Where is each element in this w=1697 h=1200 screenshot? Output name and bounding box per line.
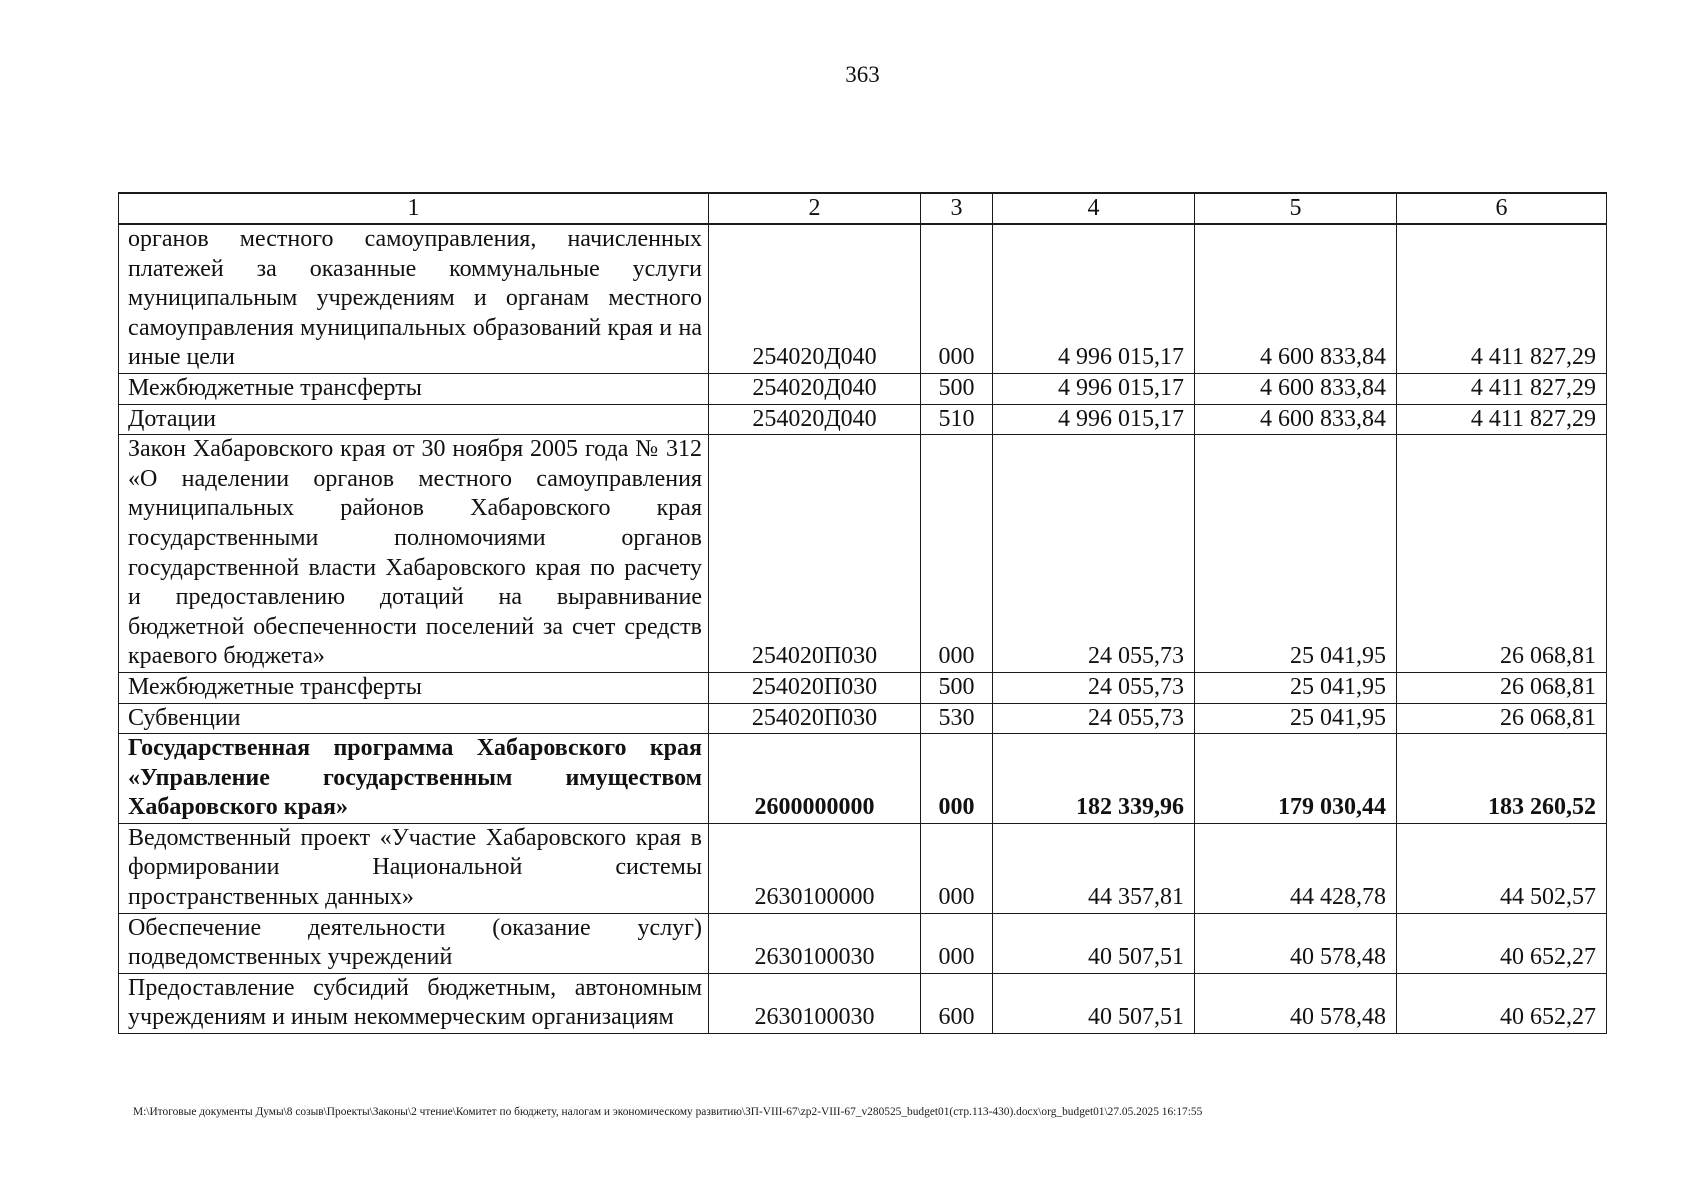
expense-type-code-cell: 530: [921, 703, 993, 734]
column-header: 4: [993, 193, 1195, 224]
amount-year1-cell: 44 357,81: [993, 823, 1195, 913]
column-header: 1: [119, 193, 709, 224]
table-row: [119, 404, 1607, 435]
page-number: 363: [845, 62, 880, 87]
amount-year1-cell: 182 339,96: [993, 734, 1195, 824]
table-row: [119, 973, 1607, 1033]
amount-year1-cell: 4 996 015,17: [993, 224, 1195, 373]
row-name-cell: Дотации: [119, 404, 709, 435]
target-article-code-cell: 2630100000: [709, 823, 921, 913]
amount-year2-cell: 44 428,78: [1195, 823, 1397, 913]
amount-year2-cell: 4 600 833,84: [1195, 224, 1397, 373]
amount-year2-cell: 25 041,95: [1195, 703, 1397, 734]
row-name-cell: Межбюджетные трансферты: [119, 373, 709, 404]
row-name-cell: Предоставление субсидий бюджетным, автономным учреждениям и иным некоммерческим организациям: [119, 973, 709, 1033]
row-name-cell: Межбюджетные трансферты: [119, 672, 709, 703]
row-name-cell: Ведомственный проект «Участие Хабаровского края в формировании Национальной системы пространственных данных»: [119, 823, 709, 913]
amount-year3-cell: 40 652,27: [1397, 973, 1607, 1033]
amount-year1-cell: 40 507,51: [993, 913, 1195, 973]
budget-table: [118, 192, 1607, 1034]
amount-year2-cell: 179 030,44: [1195, 734, 1397, 824]
table-row: [119, 913, 1607, 973]
amount-year3-cell: 183 260,52: [1397, 734, 1607, 824]
amount-year3-cell: 44 502,57: [1397, 823, 1607, 913]
amount-year1-cell: 40 507,51: [993, 973, 1195, 1033]
target-article-code-cell: 2630100030: [709, 973, 921, 1033]
target-article-code-cell: 254020Д040: [709, 224, 921, 373]
amount-year1-cell: 4 996 015,17: [993, 373, 1195, 404]
amount-year3-cell: 4 411 827,29: [1397, 404, 1607, 435]
amount-year3-cell: 40 652,27: [1397, 913, 1607, 973]
row-name-cell: органов местного самоуправления, начисленных платежей за оказанные коммунальные услуги муниципальным учреждениям и органам местного самоуправления муниципальных образований края и на иные цели: [119, 224, 709, 373]
amount-year2-cell: 4 600 833,84: [1195, 404, 1397, 435]
target-article-code-cell: 2630100030: [709, 913, 921, 973]
table-row: [119, 224, 1607, 373]
expense-type-code-cell: 600: [921, 973, 993, 1033]
amount-year2-cell: 25 041,95: [1195, 672, 1397, 703]
amount-year2-cell: 40 578,48: [1195, 973, 1397, 1033]
expense-type-code-cell: 000: [921, 734, 993, 824]
budget-table-body: [119, 193, 1607, 1034]
expense-type-code-cell: 000: [921, 435, 993, 673]
amount-year2-cell: 25 041,95: [1195, 435, 1397, 673]
column-header: 5: [1195, 193, 1397, 224]
column-header: 2: [709, 193, 921, 224]
target-article-code-cell: 254020Д040: [709, 404, 921, 435]
amount-year3-cell: 26 068,81: [1397, 703, 1607, 734]
amount-year2-cell: 40 578,48: [1195, 913, 1397, 973]
target-article-code-cell: 254020П030: [709, 703, 921, 734]
document-path-footer: M:\Итоговые документы Думы\8 созыв\Проекты\Законы\2 чтение\Комитет по бюджету, налогам и экономическому развитию\ЗП-VIII-67\zp2-VIII-67_v280525_budget01(стр.113-430).docx\org_budget01\27.05.2025 16:17:55: [133, 1106, 1203, 1118]
expense-type-code-cell: 000: [921, 823, 993, 913]
table-row: [119, 734, 1607, 824]
target-article-code-cell: 254020П030: [709, 435, 921, 673]
row-name-cell: Государственная программа Хабаровского края «Управление государственным имуществом Хабаровского края»: [119, 734, 709, 824]
target-article-code-cell: 254020Д040: [709, 373, 921, 404]
amount-year3-cell: 4 411 827,29: [1397, 373, 1607, 404]
expense-type-code-cell: 500: [921, 672, 993, 703]
row-name-cell: Субвенции: [119, 703, 709, 734]
expense-type-code-cell: 500: [921, 373, 993, 404]
expense-type-code-cell: 000: [921, 224, 993, 373]
amount-year3-cell: 4 411 827,29: [1397, 224, 1607, 373]
amount-year1-cell: 24 055,73: [993, 672, 1195, 703]
target-article-code-cell: 2600000000: [709, 734, 921, 824]
row-name-cell: Закон Хабаровского края от 30 ноября 2005 года № 312 «О наделении органов местного самоуправления муниципальных районов Хабаровского края государственными полномочиями органов государственной власти Хабаровского края по расчету и предоставлению дотаций на выравнивание бюджетной обеспеченности поселений за счет средств краевого бюджета»: [119, 435, 709, 673]
table-row: [119, 373, 1607, 404]
target-article-code-cell: 254020П030: [709, 672, 921, 703]
amount-year3-cell: 26 068,81: [1397, 672, 1607, 703]
column-header: 3: [921, 193, 993, 224]
column-header: 6: [1397, 193, 1607, 224]
amount-year2-cell: 4 600 833,84: [1195, 373, 1397, 404]
table-row: [119, 703, 1607, 734]
amount-year1-cell: 4 996 015,17: [993, 404, 1195, 435]
expense-type-code-cell: 000: [921, 913, 993, 973]
amount-year3-cell: 26 068,81: [1397, 435, 1607, 673]
row-name-cell: Обеспечение деятельности (оказание услуг) подведомственных учреждений: [119, 913, 709, 973]
table-row: [119, 672, 1607, 703]
amount-year1-cell: 24 055,73: [993, 435, 1195, 673]
column-number-header-row: [119, 193, 1607, 224]
amount-year1-cell: 24 055,73: [993, 703, 1195, 734]
table-row: [119, 823, 1607, 913]
expense-type-code-cell: 510: [921, 404, 993, 435]
table-row: [119, 435, 1607, 673]
